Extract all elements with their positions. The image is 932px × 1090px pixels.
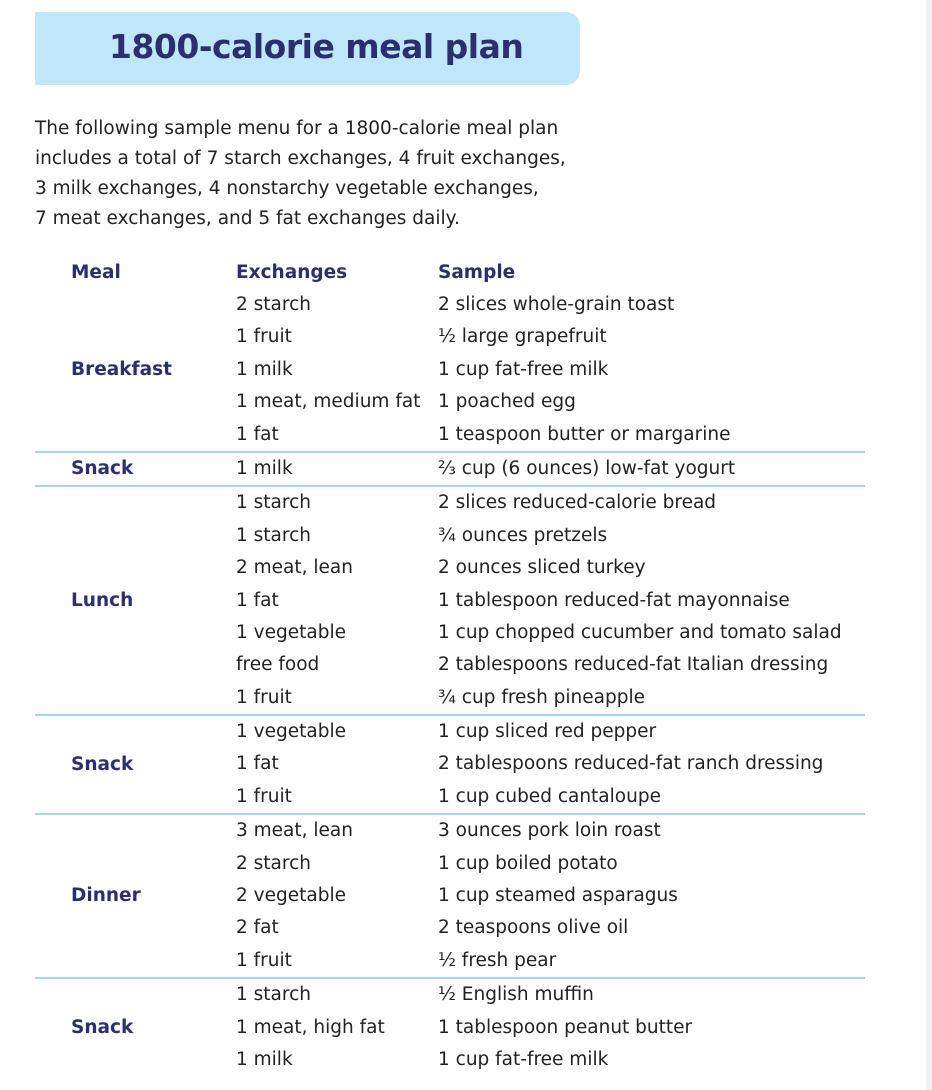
sample-cell: ½ English muffin xyxy=(438,984,594,1006)
table-row xyxy=(35,1012,865,1044)
table-row xyxy=(35,748,865,780)
exchange-cell: 1 milk xyxy=(236,358,293,380)
table-row xyxy=(35,716,865,748)
exchange-cell: 2 starch xyxy=(236,852,311,874)
exchange-cell: 1 fruit xyxy=(236,785,292,807)
table-row xyxy=(35,453,865,485)
table-row xyxy=(35,979,865,1011)
sample-cell: 2 slices reduced-calorie bread xyxy=(438,492,717,514)
sample-cell: 2 teaspoons olive oil xyxy=(438,917,629,939)
table-row xyxy=(35,682,865,714)
meal-group xyxy=(35,716,865,815)
intro-line: includes a total of 7 starch exchanges, 4 fruit exchanges, xyxy=(35,148,566,169)
exchange-cell: 1 fruit xyxy=(236,949,292,971)
exchange-cell: 1 fruit xyxy=(236,326,292,348)
sample-cell: 1 cup fat-free milk xyxy=(438,358,609,380)
table-row xyxy=(35,585,865,617)
title-banner xyxy=(35,12,580,85)
sample-cell: 1 cup steamed asparagus xyxy=(438,885,678,907)
sample-cell: 1 teaspoon butter or margarine xyxy=(438,423,731,445)
exchange-cell: 2 fat xyxy=(236,917,279,939)
table-row xyxy=(35,815,865,847)
meal-group xyxy=(35,815,865,979)
intro-paragraph xyxy=(35,114,595,234)
exchange-cell: 1 starch xyxy=(236,984,311,1006)
exchange-cell: 1 milk xyxy=(236,457,293,479)
sample-cell: ⅔ cup (6 ounces) low-fat yogurt xyxy=(438,457,736,479)
table-row xyxy=(35,419,865,451)
sample-cell: 1 cup sliced red pepper xyxy=(438,721,657,743)
meal-label: Lunch xyxy=(71,589,134,611)
exchange-cell: 2 meat, lean xyxy=(236,557,353,579)
header-meal: Meal xyxy=(71,262,121,283)
exchange-cell: 1 vegetable xyxy=(236,721,346,743)
exchange-cell: 2 vegetable xyxy=(236,885,346,907)
sample-cell: ¾ ounces pretzels xyxy=(438,524,608,546)
meal-label: Breakfast xyxy=(71,358,172,380)
sample-cell: 1 cup boiled potato xyxy=(438,852,618,874)
sample-cell: ½ large grapefruit xyxy=(438,326,607,348)
exchange-cell: 3 meat, lean xyxy=(236,820,353,842)
exchange-cell: 1 fruit xyxy=(236,686,292,708)
meal-group xyxy=(35,487,865,716)
table-row xyxy=(35,912,865,944)
table-header-row xyxy=(35,256,865,289)
sample-cell: 2 tablespoons reduced-fat ranch dressing xyxy=(438,753,824,775)
table-row xyxy=(35,848,865,880)
sample-cell: 2 tablespoons reduced-fat Italian dressing xyxy=(438,654,829,676)
meal-group xyxy=(35,289,865,453)
exchange-cell: 1 starch xyxy=(236,492,311,514)
exchange-cell: 1 milk xyxy=(236,1048,293,1070)
meal-plan-table xyxy=(35,256,865,1076)
exchange-cell: 1 vegetable xyxy=(236,621,346,643)
meal-label: Snack xyxy=(71,458,134,480)
page-edge xyxy=(926,0,932,1090)
exchange-cell: 1 meat, medium fat xyxy=(236,391,421,413)
table-row xyxy=(35,289,865,321)
meal-group xyxy=(35,979,865,1076)
header-sample: Sample xyxy=(438,262,516,283)
table-row xyxy=(35,1044,865,1076)
table-body xyxy=(35,289,865,1076)
intro-line: 7 meat exchanges, and 5 fat exchanges daily. xyxy=(35,208,460,229)
table-row xyxy=(35,649,865,681)
table-row xyxy=(35,945,865,977)
header-exchanges: Exchanges xyxy=(236,262,348,283)
table-row xyxy=(35,880,865,912)
sample-cell: 3 ounces pork loin roast xyxy=(438,820,661,842)
table-row xyxy=(35,487,865,519)
exchange-cell: 1 meat, high fat xyxy=(236,1016,385,1038)
table-row xyxy=(35,552,865,584)
exchange-cell: free food xyxy=(236,654,320,676)
table-row xyxy=(35,321,865,353)
sample-cell: 1 cup chopped cucumber and tomato salad xyxy=(438,621,842,643)
table-row xyxy=(35,781,865,813)
meal-label: Dinner xyxy=(71,885,141,907)
meal-group xyxy=(35,453,865,487)
table-row xyxy=(35,354,865,386)
sample-cell: 1 cup cubed cantaloupe xyxy=(438,785,661,807)
exchange-cell: 2 starch xyxy=(236,294,311,315)
exchange-cell: 1 fat xyxy=(236,589,279,611)
sample-cell: 1 tablespoon peanut butter xyxy=(438,1016,693,1038)
sample-cell: 1 poached egg xyxy=(438,391,576,413)
intro-line: 3 milk exchanges, 4 nonstarchy vegetable exchanges, xyxy=(35,178,539,199)
sample-cell: ½ fresh pear xyxy=(438,949,557,971)
exchange-cell: 1 starch xyxy=(236,524,311,546)
sample-cell: 2 slices whole-grain toast xyxy=(438,294,675,315)
page-title: 1800-calorie meal plan xyxy=(109,27,524,66)
exchange-cell: 1 fat xyxy=(236,753,279,775)
table-row xyxy=(35,617,865,649)
sample-cell: 1 tablespoon reduced-fat mayonnaise xyxy=(438,589,790,611)
exchange-cell: 1 fat xyxy=(236,423,279,445)
sample-cell: ¾ cup fresh pineapple xyxy=(438,686,646,708)
meal-label: Snack xyxy=(71,753,134,775)
table-row xyxy=(35,386,865,418)
sample-cell: 2 ounces sliced turkey xyxy=(438,557,646,579)
sample-cell: 1 cup fat-free milk xyxy=(438,1048,609,1070)
table-row xyxy=(35,520,865,552)
meal-label: Snack xyxy=(71,1016,134,1038)
intro-line: The following sample menu for a 1800-calorie meal plan xyxy=(35,118,559,139)
